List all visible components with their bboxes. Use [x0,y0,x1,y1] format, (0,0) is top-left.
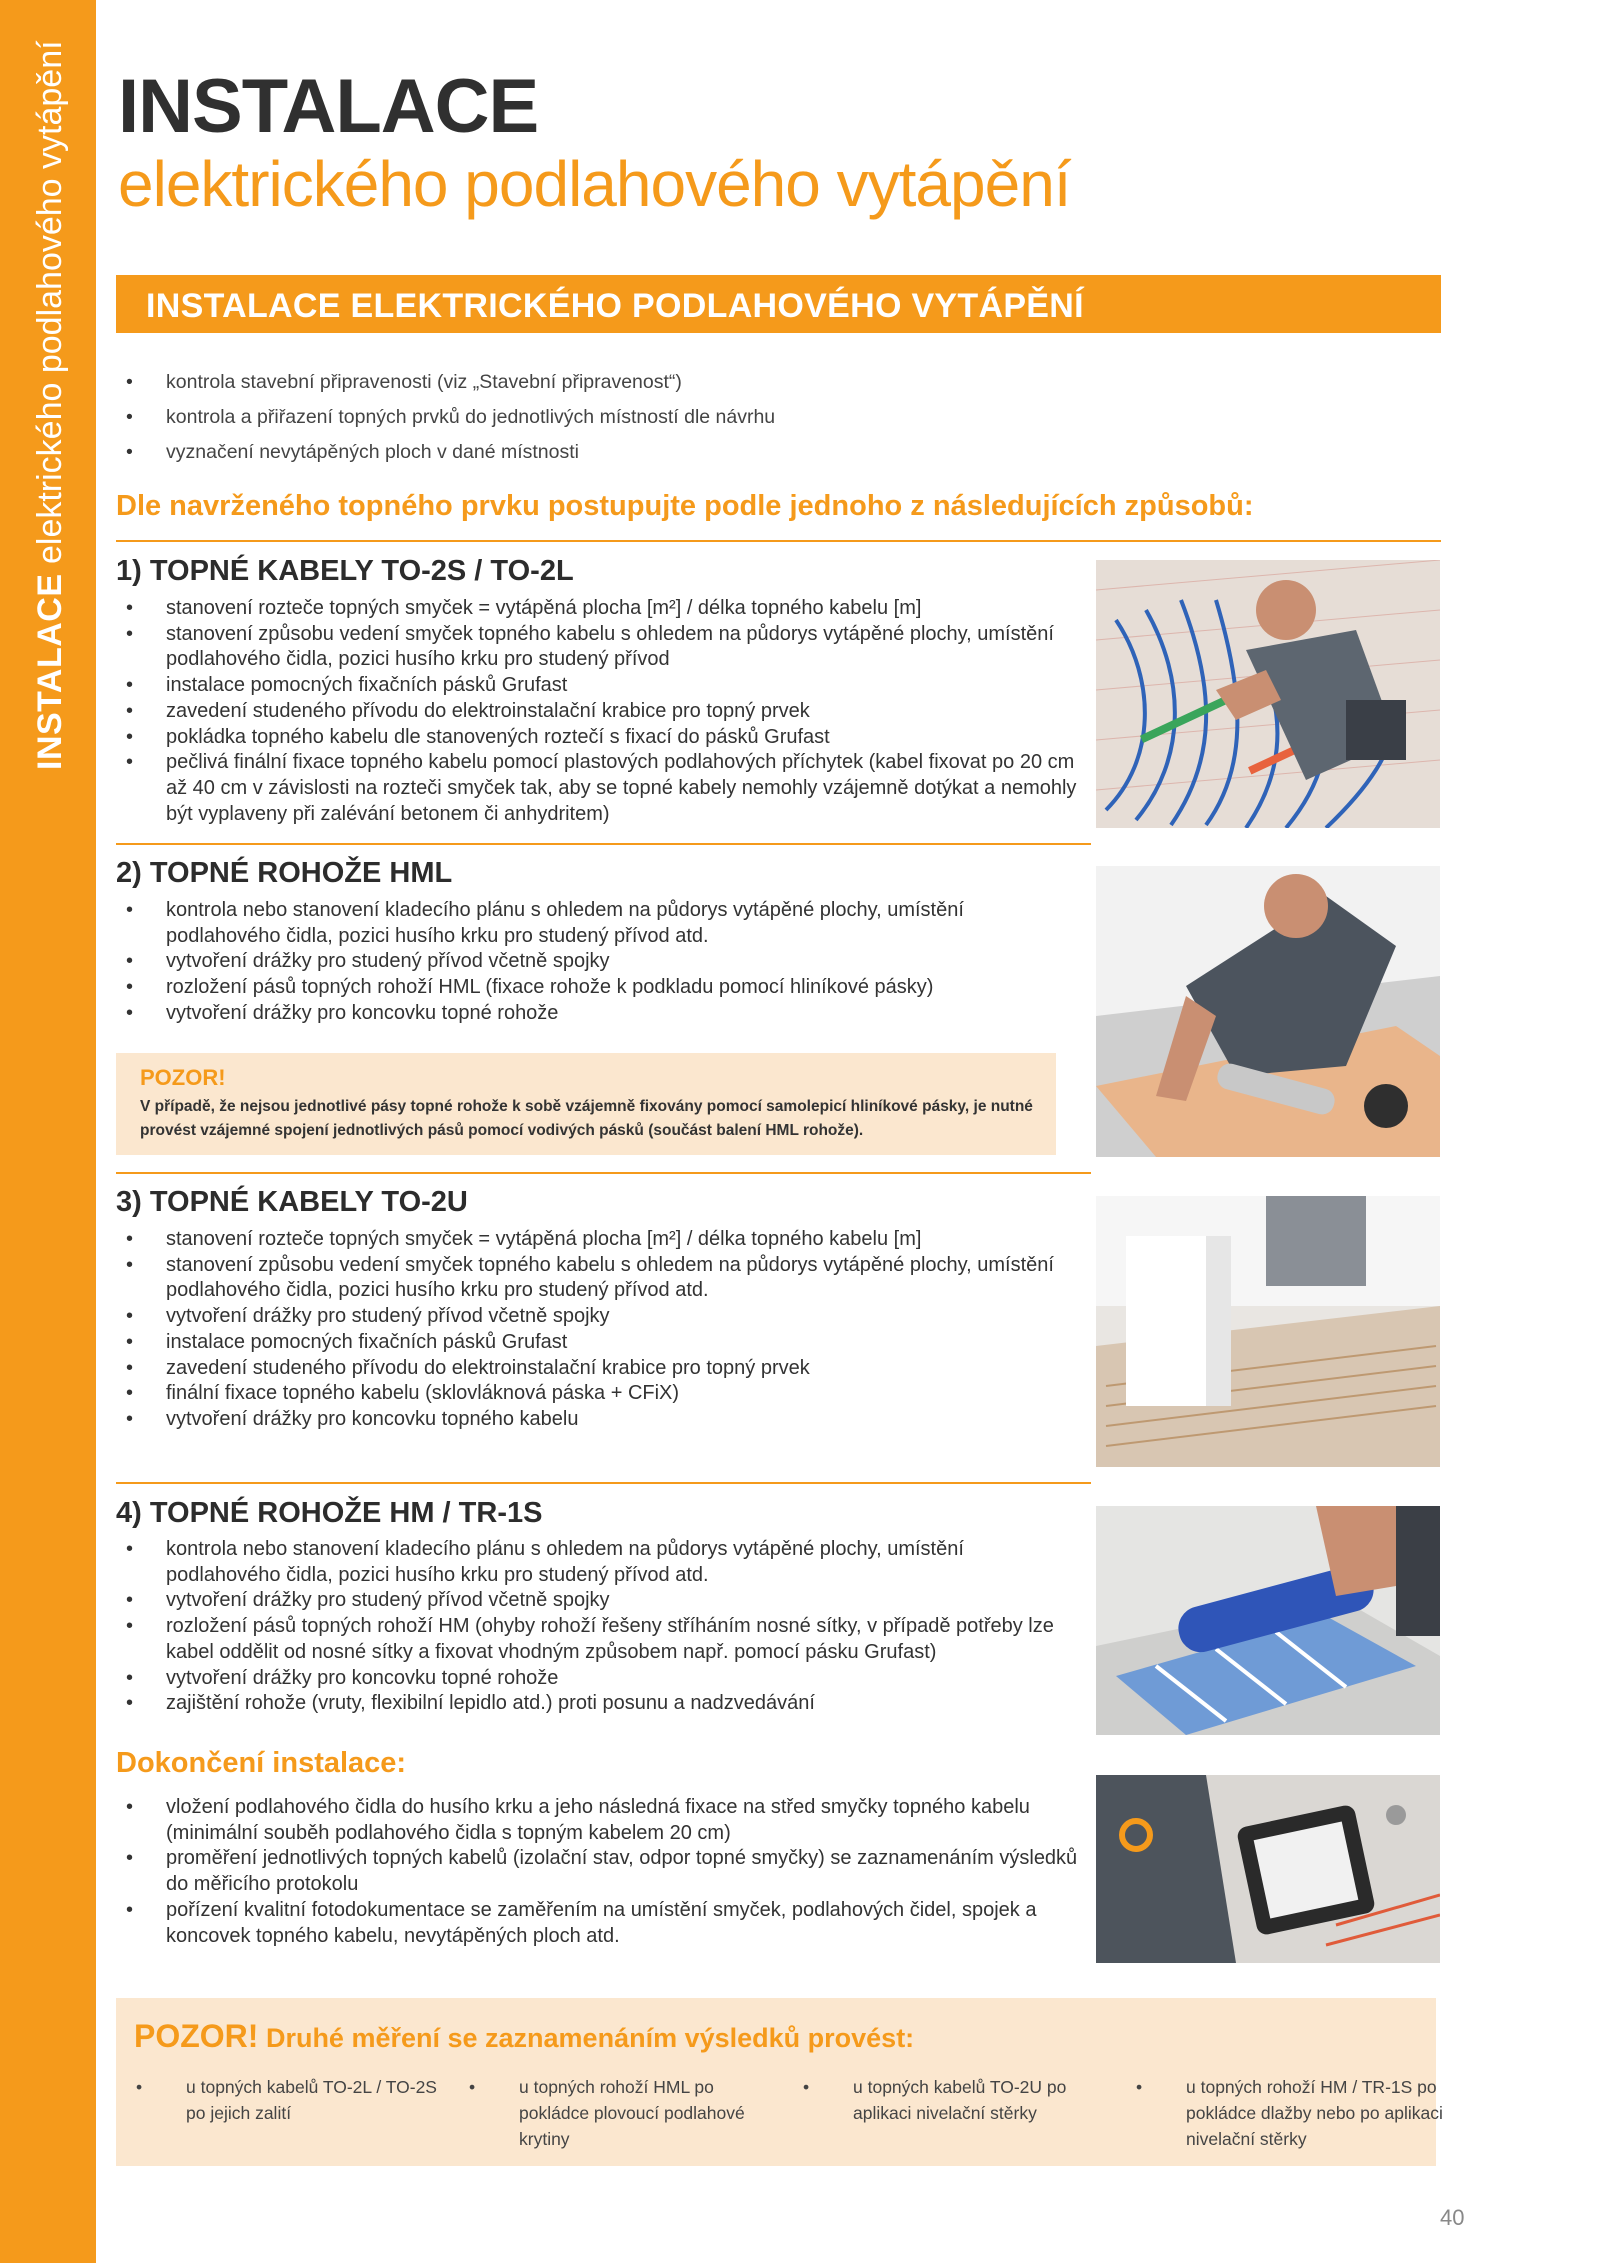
page-number: 40 [1440,2205,1465,2230]
list-item: • proměření jednotlivých topných kabelů (izolační stav, odpor topné smyčky) se zaznamenáním výsledků do měřicího protokolu [118,1846,1078,1897]
list-item: • rozložení pásů topných rohoží HM (ohyby rohoží řešeny stříháním nosné sítky, v případě potřeby lze kabel oddělit od nosné sítky a fixovat vhodným způsobem např. pomocí pásku Grufast) [118,1614,1078,1665]
photo-mat-installation [1096,866,1440,1157]
section-title-1: 1) TOPNÉ KABELY TO-2S / TO-2L [116,555,574,587]
list-item: • kontrola a přiřazení topných prvků do jednotlivých místností dle návrhu [118,400,775,435]
list-item: • vložení podlahového čidla do husího krku a jeho následná fixace na střed smyčky topného kabelu (minimální souběh podlahového čidla s topným kabelem 20 cm) [118,1795,1078,1846]
divider [116,843,1091,845]
section-banner-text: INSTALACE ELEKTRICKÉHO PODLAHOVÉHO VYTÁPĚNÍ [146,287,1084,325]
section-title-2: 2) TOPNÉ ROHOŽE HML [116,857,453,889]
photo-illustration [1096,560,1440,828]
list-item: • vytvoření drážky pro studený přívod včetně spojky [118,1588,1078,1614]
section-list-4 [118,1537,1078,1717]
list-item: • stanovení způsobu vedení smyček topného kabelu s ohledem na půdorys vytápěné plochy, umístění podlahového čidla, pozici husího krku pro studený přívod [118,622,1078,673]
photo-illustration [1096,1506,1440,1735]
intro-list [118,365,775,470]
list-item: • rozložení pásů topných rohoží HML (fixace rohože k podkladu pomocí hliníkové pásky) [118,975,1078,1001]
list-item: • pokládka topného kabelu dle stanovených roztečí s fixací do pásků Grufast [118,725,1078,751]
divider [116,1172,1091,1174]
photo-mat-roll [1096,1506,1440,1735]
warning-box [116,1053,1056,1155]
page-subtitle: elektrického podlahového vytápění [118,148,1071,220]
methods-heading: Dle navrženého topného prvku postupujte podle jednoho z následujících způsobů: [116,490,1254,522]
list-item: • zavedení studeného přívodu do elektroinstalační krabice pro topný prvek [118,699,1078,725]
photo-cable-installation [1096,560,1440,828]
list-item: • vytvoření drážky pro studený přívod včetně spojky [118,949,1078,975]
section-list-2 [118,898,1078,1027]
section-list-1 [118,596,1078,827]
list-item: • vyznačení nevytápěných ploch v dané místnosti [118,435,775,470]
list-item: • stanovení rozteče topných smyček = vytápěná plocha [m²] / délka topného kabelu [m] [118,1227,1078,1253]
side-vertical-title: INSTALACE elektrického podlahového vytápění [31,40,69,770]
second-measurement-box: POZOR! Druhé měření se zaznamenáním výsledků provést: • u topných kabelů TO-2L / TO-2S po jejich zalití • u topných rohoží HML po pokládce plovoucí podlahové krytiny • u topných kabelů TO-2U po aplikaci nivelační stěrky • u topných rohoží HM / TR-1S po pokládce dlažby nebo po aplikaci nivelační stěrky [116,1998,1436,2166]
list-item: • zajištění rohože (vruty, flexibilní lepidlo atd.) proti posunu a nadzvedávání [118,1691,1078,1717]
section-banner [116,275,1441,333]
divider [116,1482,1091,1484]
list-item: • kontrola nebo stanovení kladecího plánu s ohledem na půdorys vytápěné plochy, umístění podlahového čidla, pozici husího krku pro studený přívod atd. [118,1537,1078,1588]
page-title: INSTALACE [118,64,539,149]
list-item: • instalace pomocných fixačních pásků Grufast [118,673,1078,699]
warning-title: POZOR! [140,1065,226,1090]
list-item: • vytvoření drážky pro studený přívod včetně spojky [118,1304,1078,1330]
list-item: • kontrola stavební připravenosti (viz „Stavební připravenost“) [118,365,775,400]
list-item: • stanovení způsobu vedení smyček topného kabelu s ohledem na půdorys vytápěné plochy, umístění podlahového čidla, pozici husího krku pro studený přívod atd. [118,1253,1078,1304]
photo-illustration [1096,1775,1440,1963]
list-item: • zavedení studeného přívodu do elektroinstalační krabice pro topný prvek [118,1356,1078,1382]
list-item: • kontrola nebo stanovení kladecího plánu s ohledem na půdorys vytápěné plochy, umístění podlahového čidla, pozici husího krku pro studený přívod atd. [118,898,1078,949]
divider [116,540,1441,542]
photo-illustration [1096,866,1440,1157]
final-list [118,1795,1078,1949]
photo-cable-floor [1096,1196,1440,1467]
list-item: • finální fixace topného kabelu (sklovláknová páska + CFiX) [118,1381,1078,1407]
list-item: • vytvoření drážky pro koncovku topného kabelu [118,1407,1078,1433]
list-item: • pečlivá finální fixace topného kabelu pomocí plastových podlahových příchytek (kabel fixovat po 20 cm až 40 cm v závislosti na rozteči smyček tak, aby se topné kabely nemohly vzájemně dotýkat a nemohly být vyplaveny při zalévání betonem či anhydritem) [118,750,1078,827]
warning-text: V případě, že nejsou jednotlivé pásy topné rohože k sobě vzájemně fixovány pomocí samolepicí hliníkové pásky, je nutné provést vzájemné spojení jednotlivých pásů pomocí vodivých pásků (součást balení HML rohože). [140,1098,1033,1139]
list-item: • pořízení kvalitní fotodokumentace se zaměřením na umístění smyček, podlahových čidel, spojek a koncovek topného kabelu, nevytápěných ploch atd. [118,1898,1078,1949]
photo-illustration [1096,1196,1440,1467]
second-measurement-title: POZOR! Druhé měření se zaznamenáním výsledků provést: [134,2018,915,2054]
section-title-3: 3) TOPNÉ KABELY TO-2U [116,1186,468,1218]
final-heading: Dokončení instalace: [116,1747,407,1779]
photo-measurement [1096,1775,1440,1963]
list-item: • vytvoření drážky pro koncovku topné rohože [118,1666,1078,1692]
section-title-4: 4) TOPNÉ ROHOŽE HM / TR-1S [116,1497,543,1529]
list-item: • vytvoření drážky pro koncovku topné rohože [118,1001,1078,1027]
list-item: • stanovení rozteče topných smyček = vytápěná plocha [m²] / délka topného kabelu [m] [118,596,1078,622]
section-list-3 [118,1227,1078,1433]
list-item: • instalace pomocných fixačních pásků Grufast [118,1330,1078,1356]
